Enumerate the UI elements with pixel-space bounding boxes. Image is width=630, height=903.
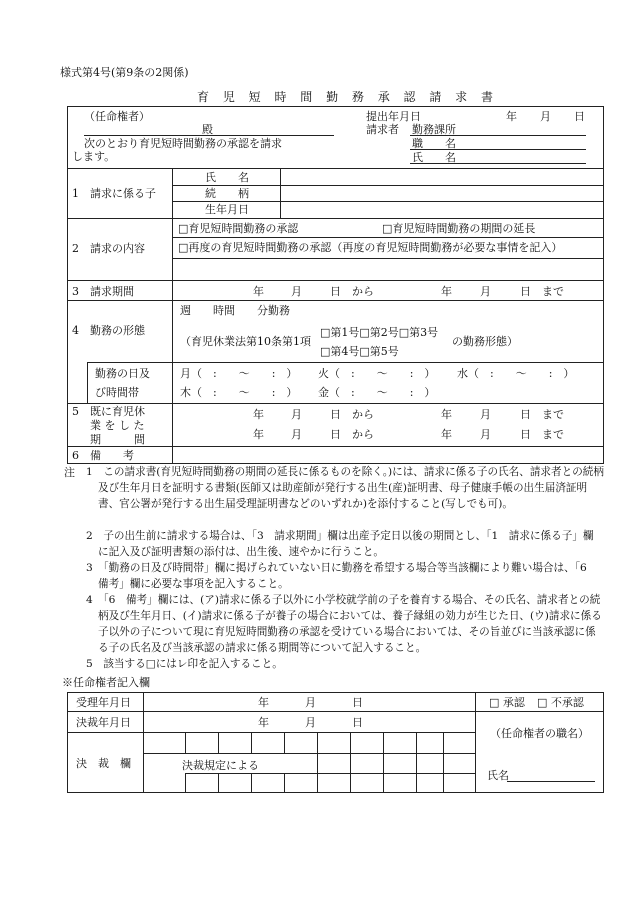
prev-1-until: まで bbox=[542, 408, 564, 421]
grid-line bbox=[416, 732, 417, 793]
weekly-hours: 週 時間 分勤務 bbox=[180, 304, 290, 317]
child-birth-label: 生年月日 bbox=[205, 203, 249, 216]
grid-line bbox=[185, 773, 475, 774]
grid-line bbox=[218, 773, 219, 793]
row-line bbox=[67, 300, 604, 301]
grid-line bbox=[383, 732, 384, 793]
monday-slot[interactable]: 月（ : 〜 : ） bbox=[180, 367, 298, 380]
s2-line bbox=[172, 237, 604, 238]
decided-month: 月 bbox=[305, 716, 316, 729]
decision-rule-text: 決裁規定による bbox=[182, 759, 259, 772]
grid-line bbox=[251, 773, 252, 793]
note-3: 3 「勤務の日及び時間帯」欄に掲げられていない日に勤務を希望する場合等当該欄により難い場合は、「6 備考」欄に必要な事項を記入すること。 bbox=[86, 562, 598, 590]
prev-2-from: から bbox=[352, 428, 374, 441]
submit-year: 年 bbox=[506, 110, 517, 123]
grid-line bbox=[443, 732, 444, 793]
tuesday-slot[interactable]: 火（ : 〜 : ） bbox=[318, 367, 436, 380]
notes-head: 注 bbox=[64, 466, 75, 479]
work-form-options-1[interactable]: □第1号□第2号□第3号 bbox=[320, 326, 439, 339]
days-label-1: 勤務の日及 bbox=[95, 367, 150, 380]
grid-line bbox=[185, 773, 186, 793]
prev-2-end-day: 日 bbox=[520, 428, 531, 441]
section4-label: 4 勤務の形態 bbox=[72, 324, 145, 337]
decided-date-label: 決裁年月日 bbox=[76, 716, 131, 729]
authority-section-title: ※任命権者記入欄 bbox=[62, 676, 150, 689]
grid-line bbox=[317, 732, 318, 793]
office-underline bbox=[410, 135, 586, 136]
authority-name-label: 氏名 bbox=[487, 769, 509, 782]
name-label: 氏 名 bbox=[412, 151, 456, 164]
dono-label: 殿 bbox=[202, 123, 213, 136]
option-extension[interactable]: □育児短時間勤務の期間の延長 bbox=[382, 222, 536, 235]
section5-label-1: 5 既に育児休 bbox=[72, 405, 145, 418]
friday-slot[interactable]: 金（ : 〜 : ） bbox=[318, 386, 436, 399]
prev-2-until: まで bbox=[542, 428, 564, 441]
period-from: から bbox=[352, 285, 374, 298]
prev-1-end-day: 日 bbox=[520, 408, 531, 421]
option-reapproval[interactable]: □再度の育児短時間勤務の承認（再度の育児短時間勤務が必要な事情を記入） bbox=[178, 241, 563, 254]
auth-line bbox=[67, 732, 475, 733]
grid-line bbox=[218, 732, 219, 753]
period-end-day: 日 bbox=[520, 285, 531, 298]
section3-label: 3 請求期間 bbox=[72, 285, 134, 298]
name-underline bbox=[410, 163, 586, 164]
s1-line bbox=[172, 201, 604, 202]
section2-label: 2 請求の内容 bbox=[72, 242, 145, 255]
work-form-options-2[interactable]: □第4号□第5号 bbox=[320, 345, 399, 358]
received-month: 月 bbox=[305, 696, 316, 709]
thursday-slot[interactable]: 木（ : 〜 : ） bbox=[180, 386, 298, 399]
law-reference: （育児休業法第10条第1項 bbox=[180, 335, 311, 348]
authority-post-label: （任命権者の職名） bbox=[490, 727, 589, 740]
decided-year: 年 bbox=[258, 716, 269, 729]
received-date-label: 受理年月日 bbox=[76, 696, 131, 709]
period-start-day: 日 bbox=[330, 285, 341, 298]
note-5: 5 該当する□にはレ印を記入すること。 bbox=[86, 658, 283, 670]
office-label: 勤務課所 bbox=[412, 123, 456, 136]
prev-1-end-month: 月 bbox=[480, 408, 491, 421]
option-approval[interactable]: □育児短時間勤務の承認 bbox=[178, 222, 299, 235]
row-line bbox=[67, 446, 604, 447]
submit-date-label: 提出年月日 bbox=[366, 110, 421, 123]
s4-line bbox=[87, 362, 604, 363]
wednesday-slot[interactable]: 水（ : 〜 : ） bbox=[457, 367, 575, 380]
section5-label-2: 業 を し た bbox=[90, 419, 145, 432]
period-start-month: 月 bbox=[291, 285, 302, 298]
s1-divider bbox=[280, 168, 281, 218]
position-underline bbox=[410, 149, 586, 150]
prev-1-start-month: 月 bbox=[291, 408, 302, 421]
auth-divider bbox=[475, 692, 476, 793]
grid-line bbox=[143, 753, 185, 754]
child-relation-label: 続 柄 bbox=[205, 187, 249, 200]
form-number: 様式第4号(第9条の2関係) bbox=[60, 66, 189, 79]
received-day: 日 bbox=[352, 696, 363, 709]
authority-name-underline bbox=[507, 781, 595, 782]
s4-left-divider bbox=[87, 362, 88, 403]
period-end-year: 年 bbox=[441, 285, 452, 298]
prev-1-start-year: 年 bbox=[253, 408, 264, 421]
requester-label: 請求者 bbox=[366, 123, 399, 136]
section1-label: 1 請求に係る子 bbox=[72, 187, 156, 200]
note-2: 2 子の出生前に請求する場合は、「3 請求期間」欄は出産予定日以後の期間とし、「1 請求に係る子」欄に記入及び証明書類の添付は、出生後、速やかに行うこと。 bbox=[86, 530, 594, 558]
auth-divider bbox=[143, 692, 144, 793]
work-form-suffix: の勤務形態） bbox=[452, 335, 518, 348]
approve-checkbox[interactable]: □ 承認 bbox=[489, 696, 525, 709]
auth-line bbox=[67, 711, 604, 712]
child-name-label: 氏 名 bbox=[205, 171, 249, 184]
reject-checkbox[interactable]: □ 不承認 bbox=[537, 696, 584, 709]
period-start-year: 年 bbox=[253, 285, 264, 298]
grid-line bbox=[185, 753, 475, 754]
prev-1-end-year: 年 bbox=[441, 408, 452, 421]
prev-2-end-year: 年 bbox=[441, 428, 452, 441]
label-divider bbox=[172, 168, 173, 464]
prev-2-start-year: 年 bbox=[253, 428, 264, 441]
row-line bbox=[67, 218, 604, 219]
period-end-month: 月 bbox=[480, 285, 491, 298]
grid-line bbox=[251, 732, 252, 753]
grid-line bbox=[284, 732, 285, 753]
period-until: まで bbox=[542, 285, 564, 298]
row-line bbox=[67, 280, 604, 281]
submit-month: 月 bbox=[540, 110, 551, 123]
grid-line bbox=[284, 773, 285, 793]
prev-2-end-month: 月 bbox=[480, 428, 491, 441]
prev-2-start-day: 日 bbox=[330, 428, 341, 441]
row-line bbox=[67, 403, 604, 404]
request-text-line2: します。 bbox=[72, 150, 116, 163]
request-text-line1: 次のとおり育児短時間勤務の承認を請求 bbox=[84, 137, 282, 150]
authority-label: （任命権者） bbox=[84, 110, 150, 123]
received-year: 年 bbox=[258, 696, 269, 709]
prev-2-start-month: 月 bbox=[291, 428, 302, 441]
form-title: 育 児 短 時 間 勤 務 承 認 請 求 書 bbox=[197, 90, 498, 104]
grid-line bbox=[185, 732, 186, 753]
prev-1-start-day: 日 bbox=[330, 408, 341, 421]
days-label-2: び時間帯 bbox=[95, 386, 139, 399]
prev-1-from: から bbox=[352, 408, 374, 421]
note-4: 4 「6 備考」欄には、(ア)請求に係る子以外に小学校就学前の子を養育する場合、その氏名、請求者との続柄及び生年月日、(イ)請求に係る子が養子の場合においては、養子縁組の効力が生じた日、(ウ)請求に係る子以外の子について現に育児短時間勤務の承認を受けている場合においては、その旨並びに当該承認に係る子の氏名及び当該承認の請求に係る期間等について記入すること。 bbox=[86, 594, 602, 654]
position-label: 職 名 bbox=[412, 137, 456, 150]
section6-label: 6 備 考 bbox=[72, 449, 134, 462]
submit-day: 日 bbox=[574, 110, 585, 123]
note-1: 1 この請求書(育児短時間勤務の期間の延長に係るものを除く。)には、請求に係る子の氏名、請求者との続柄及び生年月日を証明する書類(医師又は助産師が発行する出生(産)証明書、母子健康手帳の出生届済証明書、官公署が発行する出生届受理証明書などのいずれか)を添付すること(写しでも可)。 bbox=[86, 466, 604, 510]
row-line bbox=[67, 168, 604, 169]
decided-day: 日 bbox=[352, 716, 363, 729]
s2-line bbox=[172, 258, 604, 259]
grid-line bbox=[350, 732, 351, 793]
section5-label-3: 期 間 bbox=[90, 433, 145, 446]
s1-line bbox=[172, 185, 604, 186]
decision-label: 決 裁 欄 bbox=[76, 757, 131, 770]
